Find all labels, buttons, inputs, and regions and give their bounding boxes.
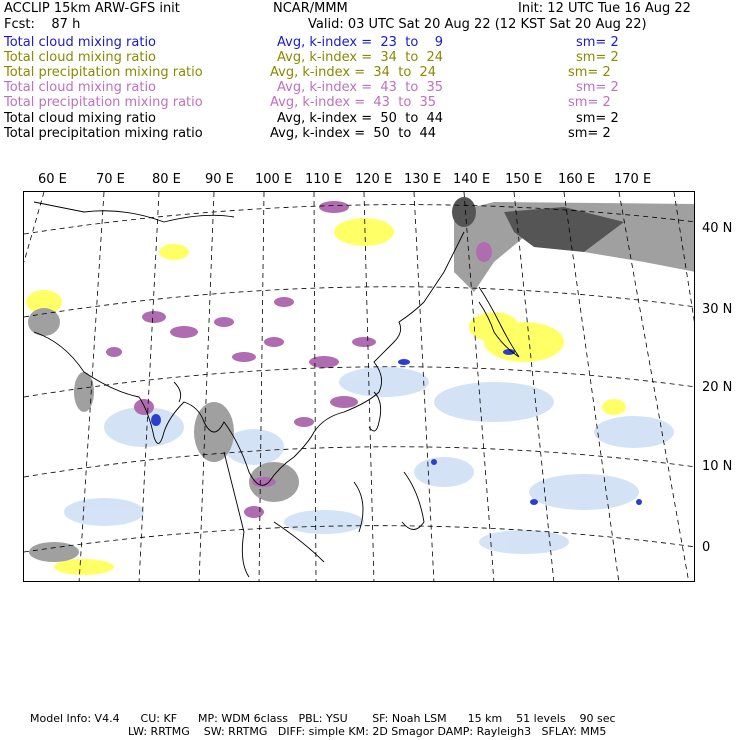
field-sm: sm= 2 bbox=[576, 80, 619, 95]
lon-label: 60 E bbox=[38, 172, 67, 187]
institution-label: NCAR/MMM bbox=[273, 1, 348, 16]
field-sm: sm= 2 bbox=[568, 95, 611, 110]
valid-time: Valid: 03 UTC Sat 20 Aug 22 (12 KST Sat 20 Aug 22) bbox=[308, 17, 647, 32]
field-name: Total cloud mixing ratio bbox=[4, 111, 157, 126]
field-avg: Avg, k-index = 50 to 44 bbox=[270, 126, 437, 141]
field-avg: Avg, k-index = 50 to 44 bbox=[277, 111, 444, 126]
forecast-hour: Fcst: 87 h bbox=[4, 17, 81, 32]
lon-label: 120 E bbox=[355, 172, 393, 187]
field-name: Total precipitation mixing ratio bbox=[4, 126, 203, 141]
lon-label: 80 E bbox=[152, 172, 181, 187]
init-time: Init: 12 UTC Tue 16 Aug 22 bbox=[518, 1, 691, 16]
lon-label: 160 E bbox=[558, 172, 596, 187]
lon-label: 70 E bbox=[96, 172, 125, 187]
field-sm: sm= 2 bbox=[568, 126, 611, 141]
lon-label: 140 E bbox=[453, 172, 491, 187]
field-avg: Avg, k-index = 43 to 35 bbox=[270, 95, 437, 110]
field-name: Total precipitation mixing ratio bbox=[4, 65, 203, 80]
field-sm: sm= 2 bbox=[576, 111, 619, 126]
field-name: Total precipitation mixing ratio bbox=[4, 95, 203, 110]
lon-label: 170 E bbox=[614, 172, 652, 187]
field-sm: sm= 2 bbox=[576, 35, 619, 50]
field-name: Total cloud mixing ratio bbox=[4, 35, 157, 50]
field-name: Total cloud mixing ratio bbox=[4, 50, 157, 65]
forecast-map bbox=[23, 191, 695, 582]
lon-label: 130 E bbox=[404, 172, 442, 187]
lon-label: 150 E bbox=[505, 172, 543, 187]
field-avg: Avg, k-index = 23 to 9 bbox=[277, 35, 444, 50]
lat-label: 20 N bbox=[702, 380, 733, 395]
field-avg: Avg, k-index = 34 to 24 bbox=[277, 50, 444, 65]
lat-label: 40 N bbox=[702, 221, 733, 236]
map-canvas bbox=[24, 192, 695, 582]
lon-label: 90 E bbox=[205, 172, 234, 187]
field-avg: Avg, k-index = 34 to 24 bbox=[270, 65, 437, 80]
field-sm: sm= 2 bbox=[568, 65, 611, 80]
field-sm: sm= 2 bbox=[576, 50, 619, 65]
lat-label: 10 N bbox=[702, 459, 733, 474]
lat-label: 0 bbox=[702, 540, 711, 555]
model-title: ACCLIP 15km ARW-GFS init bbox=[4, 1, 180, 16]
lon-label: 100 E bbox=[255, 172, 293, 187]
field-avg: Avg, k-index = 43 to 35 bbox=[277, 80, 444, 95]
lon-label: 110 E bbox=[305, 172, 343, 187]
field-name: Total cloud mixing ratio bbox=[4, 80, 157, 95]
lat-label: 30 N bbox=[702, 302, 733, 317]
model-info-line1: Model Info: V4.4 CU: KF MP: WDM 6class PBL: YSU SF: Noah LSM 15 km 51 levels 90 sec bbox=[30, 712, 616, 725]
model-info-line2: LW: RRTMG SW: RRTMG DIFF: simple KM: 2D Smagor DAMP: Rayleigh3 SFLAY: MM5 bbox=[128, 725, 607, 738]
